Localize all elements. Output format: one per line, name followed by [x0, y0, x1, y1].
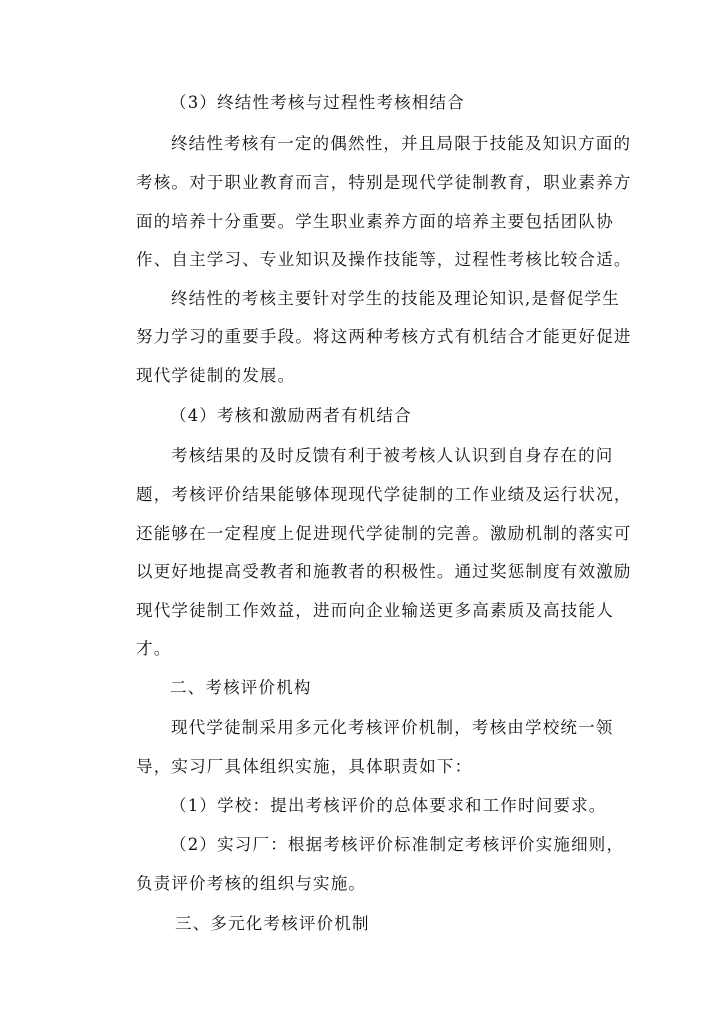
paragraph-line: 以更好地提高受教者和施教者的积极性。通过奖惩制度有效激励: [136, 562, 632, 581]
paragraph-line: 才。: [136, 639, 172, 658]
section-heading-2: 二、考核评价机构: [170, 678, 312, 697]
paragraph-line: 负责评价考核的组织与实施。: [136, 874, 367, 893]
paragraph-line: 现代学徒制工作效益，进而向企业输送更多高素质及高技能人: [136, 601, 614, 620]
paragraph-line: 还能够在一定程度上促进现代学徒制的完善。激励机制的落实可: [136, 524, 632, 543]
paragraph-line: 面的培养十分重要。学生职业素养方面的培养主要包括团队协: [136, 212, 614, 231]
paragraph-line: 考核。对于职业教育而言，特别是现代学徒制教育，职业素养方: [136, 173, 632, 192]
subheading-4: （4）考核和激励两者有机结合: [170, 406, 412, 425]
subheading-3: （3）终结性考核与过程性考核相结合: [170, 93, 465, 112]
paragraph-line: 考核结果的及时反馈有利于被考核人认识到自身存在的问: [171, 446, 614, 465]
paragraph-line: 导，实习厂具体组织实施，具体职责如下：: [136, 757, 473, 776]
paragraph-line: 现代学徒制的发展。: [136, 366, 296, 385]
paragraph-line: 作、自主学习、专业知识及操作技能等，过程性考核比较合适。: [136, 250, 632, 269]
paragraph-line: 终结性考核有一定的偶然性，并且局限于技能及知识方面的: [171, 134, 632, 153]
paragraph-line: 终结性的考核主要针对学生的技能及理论知识,是督促学生: [171, 289, 620, 308]
section-heading-3: 三、多元化考核评价机制: [175, 914, 370, 933]
paragraph-line: 题，考核评价结果能够体现现代学徒制的工作业绩及运行状况，: [136, 485, 632, 504]
list-item-factory: （2）实习厂：根据考核评价标准制定考核评价实施细则，: [170, 835, 625, 854]
list-item-school: （1）学校：提出考核评价的总体要求和工作时间要求。: [170, 796, 607, 815]
paragraph-line: 现代学徒制采用多元化考核评价机制，考核由学校统一领: [171, 718, 614, 737]
paragraph-line: 努力学习的重要手段。将这两种考核方式有机结合才能更好促进: [136, 327, 632, 346]
